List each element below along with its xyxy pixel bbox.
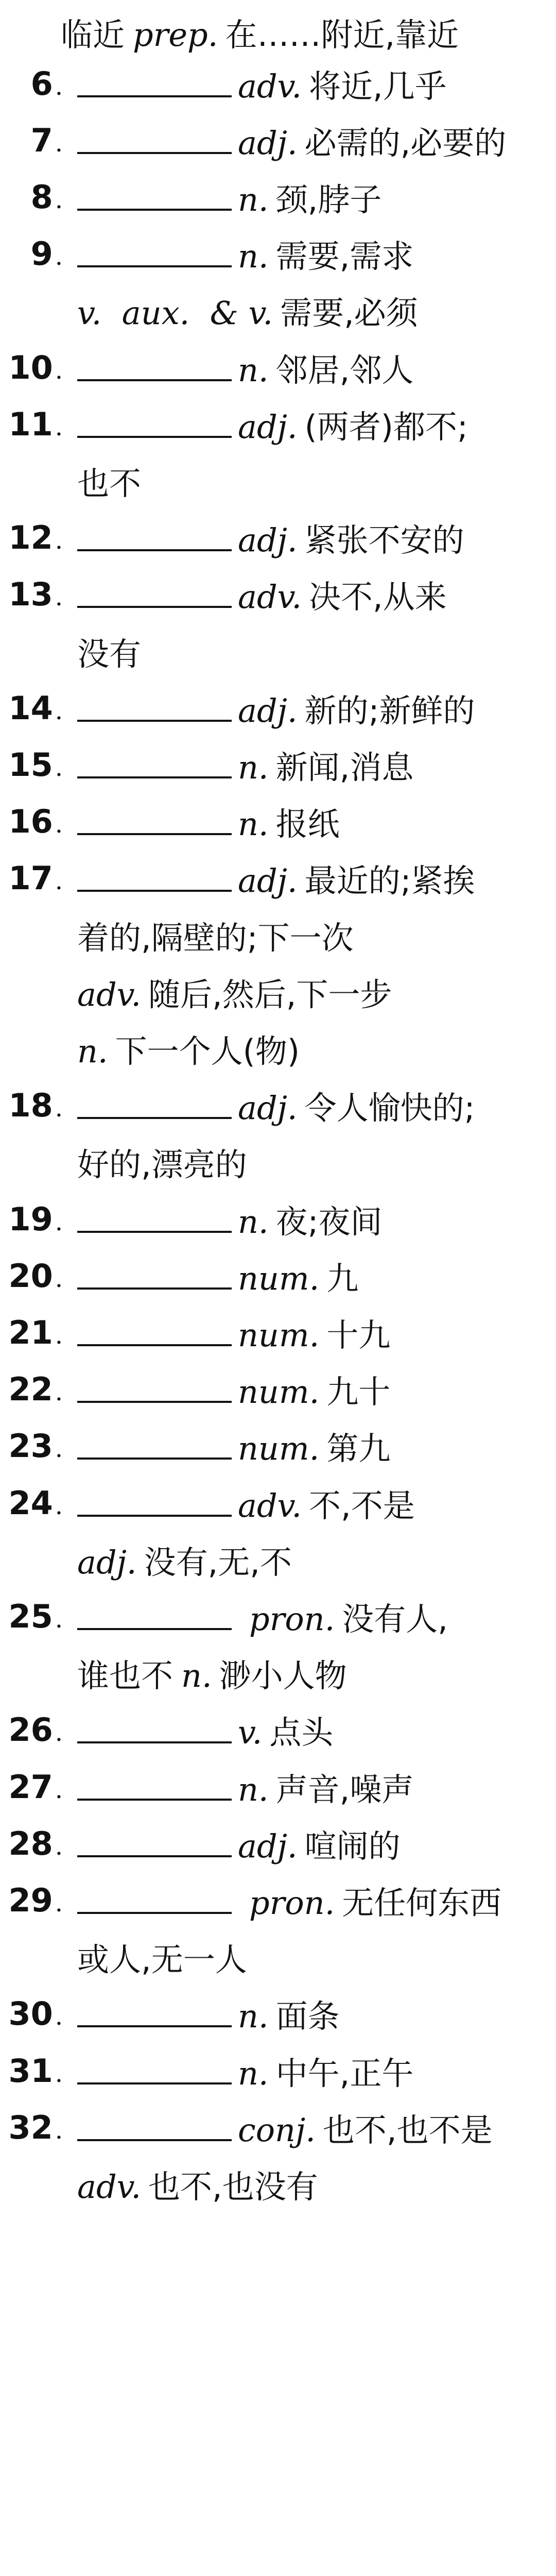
item-number-period: .	[55, 1320, 63, 1350]
item-number	[0, 178, 63, 216]
part-of-speech: n.	[238, 805, 269, 843]
answer-blank[interactable]	[77, 1401, 232, 1403]
entry-content	[77, 1253, 358, 1299]
meaning: 九十	[326, 1373, 391, 1411]
answer-blank[interactable]	[77, 379, 232, 381]
entry-content	[77, 1480, 415, 1526]
continuation-line	[0, 1137, 556, 1188]
meaning: 也不	[77, 464, 142, 502]
meaning: 无任何东西	[342, 1884, 502, 1922]
top-line	[0, 6, 556, 58]
item-number-value: 16	[8, 803, 53, 841]
item-number-value: 28	[8, 1824, 53, 1862]
answer-blank[interactable]	[77, 549, 232, 551]
item-number-period: .	[55, 355, 63, 385]
item-number-value: 31	[8, 2052, 53, 2090]
part-of-speech: n.	[238, 351, 269, 389]
item-number-value: 21	[8, 1313, 53, 1351]
entry-content	[77, 1877, 501, 1923]
part-of-speech: conj.	[238, 2111, 316, 2149]
item-number-period: .	[55, 185, 63, 214]
vocab-item	[0, 2045, 556, 2096]
item-number-value: 22	[8, 1370, 53, 1409]
item-number-period: .	[55, 2059, 63, 2088]
meaning: 需要,需求	[275, 238, 414, 276]
entry-content	[77, 117, 506, 163]
meaning: 颈,脖子	[275, 180, 382, 218]
entry-content	[77, 2161, 318, 2207]
item-number-value: 11	[8, 405, 53, 443]
meaning: 新的;新鲜的	[304, 691, 475, 730]
continuation-line	[0, 2158, 556, 2210]
part-of-speech: adj.	[238, 862, 298, 900]
answer-blank[interactable]	[77, 265, 232, 267]
item-number	[0, 1257, 63, 1295]
entry-content	[77, 685, 475, 731]
vocab-item	[0, 569, 556, 620]
entry-content	[77, 231, 413, 277]
meaning: 面条	[275, 1997, 340, 2036]
part-of-speech: num.	[238, 1316, 320, 1354]
part-of-speech: v.	[238, 1714, 263, 1752]
entry-content	[77, 61, 447, 107]
item-number-value: 9	[30, 235, 53, 273]
answer-blank[interactable]	[77, 1117, 232, 1119]
vocab-item	[0, 1874, 556, 1926]
entry-content	[77, 799, 340, 844]
item-number	[0, 1882, 63, 1919]
meaning: 随后,然后,下一步	[148, 975, 392, 1013]
continuation-line	[0, 455, 556, 506]
vocab-item	[0, 1080, 556, 1131]
answer-blank[interactable]	[77, 2139, 232, 2141]
part-of-speech: n.	[238, 1997, 269, 2036]
part-of-speech: num.	[238, 1373, 320, 1411]
vocab-item	[0, 1818, 556, 1869]
item-number-value: 13	[8, 575, 53, 614]
entry-content	[61, 9, 459, 55]
entry-content	[77, 2048, 413, 2094]
meaning: (两者)都不;	[304, 408, 468, 446]
answer-blank[interactable]	[77, 152, 232, 154]
answer-blank[interactable]	[77, 833, 232, 835]
item-number	[0, 122, 63, 159]
entry-content	[77, 969, 392, 1015]
item-number-period: .	[55, 1888, 63, 1918]
item-number	[0, 349, 63, 386]
vocab-item	[0, 1761, 556, 1812]
part-of-speech: prep.	[133, 15, 218, 54]
continuation-line	[0, 1931, 556, 1983]
meaning: 着的,隔壁的;下一次	[77, 919, 354, 957]
entry-content	[77, 855, 475, 901]
entry-content	[77, 912, 354, 958]
item-number	[0, 1768, 63, 1806]
entry-content	[77, 1537, 292, 1583]
answer-blank[interactable]	[77, 1741, 232, 1743]
meaning: 报纸	[275, 805, 340, 843]
entry-content	[77, 742, 413, 788]
item-number-period: .	[55, 867, 63, 896]
part-of-speech: v. aux. & v.	[77, 294, 273, 332]
entry-content	[77, 1821, 401, 1867]
entry-content	[77, 1423, 390, 1469]
vocab-item	[0, 682, 556, 734]
meaning: 紧张不安的	[304, 521, 464, 560]
item-number-value: 8	[30, 178, 53, 216]
meaning: 在……附近,靠近	[225, 15, 459, 54]
meaning: 没有,无,不	[144, 1543, 292, 1581]
item-number-period: .	[55, 1832, 63, 1861]
part-of-speech: n.	[238, 180, 269, 218]
entry-content	[77, 1310, 390, 1355]
answer-blank[interactable]	[77, 1912, 232, 1914]
part-of-speech: n.	[238, 748, 269, 786]
entry-content	[77, 1026, 300, 1072]
item-number-period: .	[55, 1264, 63, 1293]
answer-blank[interactable]	[77, 436, 232, 438]
vocab-item	[0, 1364, 556, 1415]
item-number-period: .	[55, 696, 63, 725]
item-number-period: .	[55, 1378, 63, 1407]
vocab-item	[0, 1988, 556, 2040]
part-of-speech: adj.	[238, 521, 298, 560]
vocab-item	[0, 512, 556, 564]
answer-blank[interactable]	[77, 1799, 232, 1801]
meaning: 决不,从来	[309, 578, 447, 616]
vocab-item	[0, 228, 556, 280]
part-of-speech: adv.	[238, 1486, 302, 1524]
meaning: 十九	[326, 1316, 391, 1354]
answer-blank[interactable]	[77, 1458, 232, 1460]
entry-content	[77, 1139, 247, 1185]
answer-blank[interactable]	[77, 776, 232, 778]
item-number-period: .	[55, 1094, 63, 1123]
continuation-line	[0, 1534, 556, 1585]
part-of-speech: n.	[238, 1202, 269, 1241]
part-of-speech: n.	[238, 1770, 269, 1808]
part-of-speech: num.	[238, 1430, 320, 1468]
item-number-value: 24	[8, 1484, 53, 1522]
item-number-value: 14	[8, 689, 53, 727]
part-of-speech: pron.	[249, 1600, 335, 1638]
vocab-item	[0, 398, 556, 450]
entry-content	[77, 1650, 347, 1696]
entry-content	[77, 174, 381, 220]
answer-blank[interactable]	[77, 2082, 232, 2084]
meaning: 不,不是	[309, 1486, 415, 1524]
meaning: 也不,也不是	[322, 2111, 493, 2149]
item-number-period: .	[55, 242, 63, 272]
item-number	[0, 1427, 63, 1465]
item-number-period: .	[55, 526, 63, 555]
item-number-value: 30	[8, 1995, 53, 2033]
continuation-line	[0, 909, 556, 961]
item-number-period: .	[55, 412, 63, 442]
item-number-period: .	[55, 1604, 63, 1634]
part-of-speech: n.	[77, 1032, 108, 1070]
item-number-period: .	[55, 583, 63, 612]
item-number	[0, 2052, 63, 2090]
answer-blank[interactable]	[77, 1344, 232, 1346]
item-number-value: 32	[8, 2108, 53, 2146]
vocab-item	[0, 796, 556, 848]
item-number	[0, 689, 63, 727]
meaning: 渺小人物	[219, 1657, 347, 1695]
meaning: 令人愉快的;	[304, 1089, 475, 1127]
answer-blank[interactable]	[77, 1287, 232, 1290]
answer-blank[interactable]	[77, 1628, 232, 1630]
vocab-item	[0, 342, 556, 393]
meaning: 将近,几乎	[309, 67, 447, 105]
vocab-item	[0, 114, 556, 166]
answer-blank[interactable]	[77, 890, 232, 892]
continuation-line	[0, 1648, 556, 1699]
meaning: 邻居,邻人	[275, 351, 414, 389]
answer-blank[interactable]	[77, 2025, 232, 2027]
answer-blank[interactable]	[77, 1855, 232, 1857]
item-number	[0, 65, 63, 103]
meaning: 声音,噪声	[275, 1770, 414, 1808]
item-number-value: 23	[8, 1427, 53, 1465]
item-number-value: 12	[8, 519, 53, 557]
item-number	[0, 1484, 63, 1522]
entry-content	[77, 1707, 333, 1753]
entry-content	[77, 571, 447, 617]
vocab-item	[0, 1477, 556, 1529]
chinese-prefix: 临近	[61, 15, 125, 54]
entry-content	[77, 1594, 448, 1639]
answer-blank[interactable]	[77, 209, 232, 211]
part-of-speech: pron.	[249, 1884, 335, 1922]
part-of-speech: adj.	[238, 1089, 298, 1127]
meaning: 没有	[77, 635, 142, 673]
item-number	[0, 2109, 63, 2146]
entry-content	[77, 458, 141, 504]
entry-content	[77, 1934, 247, 1980]
meaning: 九	[326, 1259, 359, 1297]
entry-content	[77, 401, 468, 447]
continuation-line	[0, 966, 556, 1018]
meaning: 点头	[269, 1714, 334, 1752]
meaning: 喧闹的	[304, 1827, 401, 1865]
part-of-speech: n.	[238, 2054, 269, 2092]
item-number-value: 6	[30, 64, 53, 103]
item-number-period: .	[55, 128, 63, 158]
answer-blank[interactable]	[77, 1231, 232, 1233]
item-number	[0, 1314, 63, 1351]
meaning: 好的,漂亮的	[77, 1146, 247, 1184]
entry-content	[77, 2105, 493, 2150]
answer-blank[interactable]	[77, 1515, 232, 1517]
entry-content	[77, 1991, 340, 2037]
item-number-period: .	[55, 753, 63, 782]
meaning: 夜;夜间	[275, 1202, 383, 1241]
meaning: 最近的;紧挨	[304, 862, 475, 900]
item-number	[0, 519, 63, 556]
vocab-item	[0, 1250, 556, 1301]
item-number-value: 29	[8, 1881, 53, 1919]
part-of-speech: adv.	[238, 67, 302, 105]
item-number-value: 25	[8, 1597, 53, 1635]
continuation-line	[0, 1023, 556, 1074]
item-number-value: 27	[8, 1768, 53, 1806]
item-number-value: 19	[8, 1200, 53, 1238]
item-number	[0, 235, 63, 273]
item-number-value: 15	[8, 745, 53, 784]
item-number-value: 18	[8, 1087, 53, 1125]
meaning: 新闻,消息	[275, 748, 414, 786]
item-number-value: 10	[8, 348, 53, 386]
item-number-period: .	[55, 72, 63, 101]
item-number	[0, 859, 63, 897]
vocab-item	[0, 58, 556, 109]
entry-content	[77, 515, 464, 561]
item-number-period: .	[55, 1775, 63, 1804]
part-of-speech: adj.	[238, 408, 298, 446]
entry-content	[77, 1196, 383, 1242]
item-number-value: 17	[8, 859, 53, 897]
part-of-speech: adj.	[238, 1827, 298, 1865]
item-number	[0, 1995, 63, 2032]
answer-blank[interactable]	[77, 720, 232, 722]
item-number-value: 20	[8, 1257, 53, 1295]
item-number	[0, 1370, 63, 1408]
item-number	[0, 1087, 63, 1124]
vocab-item	[0, 853, 556, 904]
entry-content	[77, 1764, 413, 1810]
meaning: 下一个人(物)	[115, 1032, 300, 1070]
chinese-prefix: 谁也不	[77, 1657, 173, 1695]
vocab-item	[0, 1704, 556, 1756]
answer-blank[interactable]	[77, 606, 232, 608]
part-of-speech: n.	[238, 238, 269, 276]
meaning: 或人,无一人	[77, 1941, 247, 1979]
part-of-speech: adj.	[238, 124, 298, 162]
item-number-value: 7	[30, 121, 53, 159]
entry-content	[77, 345, 413, 391]
part-of-speech: num.	[238, 1259, 320, 1297]
part-of-speech: adv.	[77, 975, 142, 1013]
item-number	[0, 1711, 63, 1749]
item-number	[0, 1200, 63, 1238]
item-number-period: .	[55, 2115, 63, 2145]
item-number	[0, 746, 63, 784]
item-number	[0, 405, 63, 443]
meaning: 也不,也没有	[148, 2167, 318, 2206]
item-number-period: .	[55, 1207, 63, 1236]
meaning: 中午,正午	[275, 2054, 414, 2092]
continuation-line	[0, 285, 556, 336]
item-number	[0, 575, 63, 613]
meaning: 没有人,	[342, 1600, 448, 1638]
vocab-item	[0, 2102, 556, 2153]
item-number-period: .	[55, 2002, 63, 2031]
vocab-item	[0, 1193, 556, 1245]
item-number-value: 26	[8, 1711, 53, 1749]
entry-content	[77, 287, 418, 333]
part-of-speech: n.	[181, 1657, 212, 1695]
entry-content	[77, 629, 141, 674]
item-number	[0, 1825, 63, 1862]
item-number-period: .	[55, 1491, 63, 1520]
item-number-period: .	[55, 1718, 63, 1748]
continuation-line	[0, 625, 556, 677]
item-number-period: .	[55, 1434, 63, 1464]
vocab-item	[0, 739, 556, 790]
part-of-speech: adj.	[238, 691, 298, 730]
meaning: 第九	[326, 1430, 391, 1468]
meaning: 必需的,必要的	[304, 124, 507, 162]
vocab-item	[0, 1420, 556, 1472]
vocab-item	[0, 1307, 556, 1358]
entry-content	[77, 1366, 390, 1412]
answer-blank[interactable]	[77, 95, 232, 97]
part-of-speech: adv.	[238, 578, 302, 616]
item-number-period: .	[55, 810, 63, 839]
item-number	[0, 803, 63, 840]
item-number	[0, 1598, 63, 1635]
vocab-item	[0, 1590, 556, 1642]
vocab-item	[0, 171, 556, 223]
part-of-speech: adj.	[77, 1543, 137, 1581]
entry-content	[77, 1082, 475, 1128]
part-of-speech: adv.	[77, 2167, 142, 2206]
meaning: 需要,必须	[280, 294, 418, 332]
